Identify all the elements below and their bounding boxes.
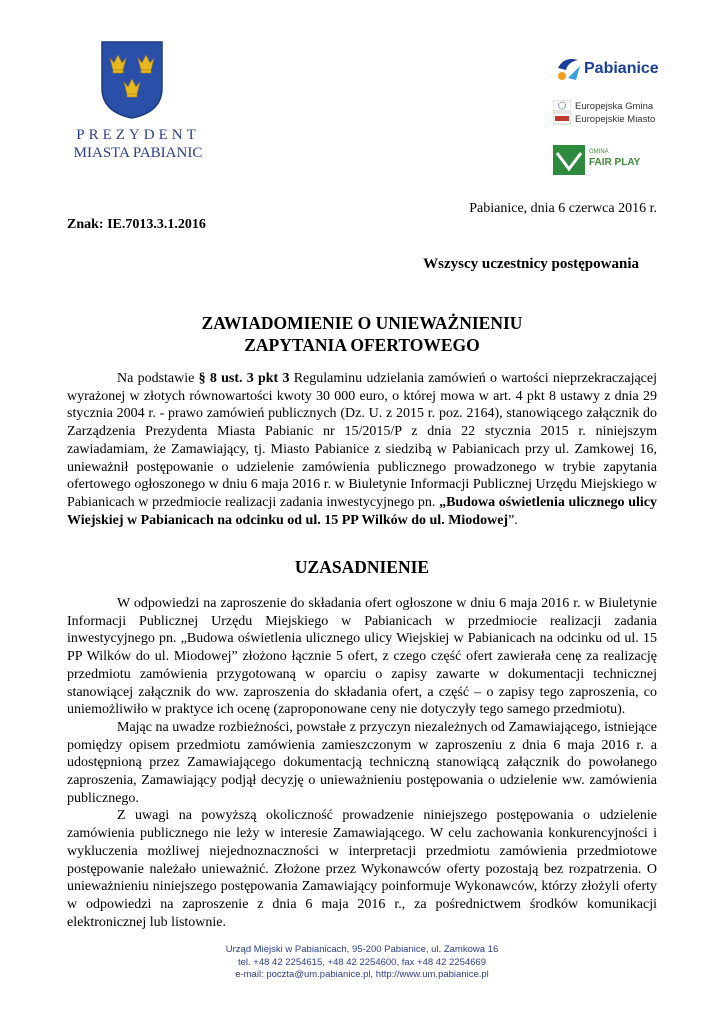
- justification-paragraph-1: W odpowiedzi na zaproszenie do składania ofert ogłoszone w dniu 6 maja 2016 r. w Biuletynie Informacji Publicznej Urzędu Miejskiego w Pabianicach w przedmiocie realizacji zadania inwestycyjnego pn. „Budowa oświetlenia ulicznego ulicy Wiejskiej w Pabianicach na odcinku od ul. 15 PP Wilków do ul. Miodowej” złożono łącznie 5 ofert, z czego część ofert zawierała cenę za realizację przedmiotu zamówienia przygotowaną w oparciu o zapisy zawarte w dokumentacji technicznej stanowiącej załącznik do ww. zaproszenia do składania ofert, a część – o zapisy tego zaproszenia, co uniemożliwiło w praktyce ich ocenę (zaproponowane ceny nie dotyczyły tego samego przedmiotu).: [67, 596, 657, 718]
- para1-body: Regulaminu udzielania zamówień o wartości nieprzekraczającej wyrażonej w złotych równowartości kwoty 30 000 euro, o której mowa w art. 4 pkt 8 ustawy z dnia 29 stycznia 2004 r. - prawo zamówień publicznych (Dz. U. z 2015 r. poz. 2164), stanowiącego załącznik do Zarządzenia Prezydenta Miasta Pabianic nr 15/2015/P z dnia 22 stycznia 2015 r. niniejszym zawiadamiam, że Zamawiający, tj. Miasto Pabianice z siedzibą w Pabianicach przy ul. Zamkowej 16, unieważnił postępowanie o udzielenie zamówienia publicznego prowadzonego w trybie zapytania ofertowego ogłoszonego w dniu 6 maja 2016 r. w Biuletynie Informacji Publicznej Urzędu Miejskiego w Pabianicach w przedmiocie realizacji zadania inwestycyjnego pn.: [67, 371, 657, 510]
- document-date: Pabianice, dnia 6 czerwca 2016 r.: [469, 201, 657, 216]
- mayor-title: PREZYDENT: [76, 127, 200, 143]
- egm-line2: Europejskie Miasto: [575, 114, 656, 125]
- justification-heading: UZASADNIENIE: [294, 557, 430, 577]
- document-title-line1: ZAWIADOMIENIE O UNIEWAŻNIENIU: [201, 313, 523, 333]
- notice-paragraph: [67, 370, 657, 529]
- justification-body: [67, 595, 657, 931]
- european-community-logo: [553, 100, 658, 128]
- city-crest-logo: [100, 40, 164, 120]
- document-title-line2: ZAPYTANIA OFERTOWEGO: [244, 335, 480, 355]
- reference-number: Znak: IE.7013.3.1.2016: [67, 217, 206, 232]
- pabianice-logo: [554, 50, 659, 86]
- city-name: MIASTA PABIANIC: [73, 145, 203, 161]
- pabianice-logo-text: Pabianice: [584, 60, 659, 77]
- footer-phone: tel. +48 42 2254615, +48 42 2254600, fax +48 42 2254669: [237, 956, 487, 968]
- para1-legal-ref: § 8 ust. 3 pkt 3: [198, 371, 290, 386]
- justification-paragraph-2: Mając na uwadze rozbieżności, powstałe z przyczyn niezależnych od Zamawiającego, istniejące pomiędzy opisem przedmiotu zamówienia zamieszczonym w zaproszeniu z dnia 6 maja 2016 r. a udostępnioną przez Zamawiającego dokumentacją techniczną stanowiącą załącznik do powołanego zaproszenia, Zamawiający podjął decyzję o unieważnieniu postępowania o udzielenie ww. zamówienia publicznego.: [67, 719, 657, 806]
- justification-paragraph-3: Z uwagi na powyższą okoliczność prowadzenie niniejszego postępowania o udzielenie zamówienia publicznego nie leży w interesie Zamawiającego. W celu zachowania konkurencyjności i wykluczenia możliwej niejednoznaczności w interpretacji przedmiotu zamówienia przedmiotowe postępowanie należało unieważnić. Złożone przez Wykonawców oferty pozostają bez rozpatrzenia. O unieważnieniu niniejszego postępowania Zamawiający poinformuje Wykonawców, którzy złożyli oferty w odpowiedzi na zaproszenie z dnia 6 maja 2016 r., za pośrednictwem środków komunikacji elektronicznej lub listownie.: [67, 808, 657, 930]
- para1-task-name: „Budowa oświetlenia ulicznego ulicy Wiejskiej w Pabianicach na odcinku od ul. 15 PP Wilków do ul. Miodowej: [67, 494, 657, 528]
- footer-contact: e-mail: poczta@um.pabianice.pl, http://www.um.pabianice.pl: [235, 969, 489, 980]
- egm-line1: Europejska Gmina: [575, 101, 654, 112]
- footer: [0, 944, 724, 982]
- fair-play-small-label: GMINA: [589, 149, 609, 155]
- para1-end: ”.: [508, 512, 518, 528]
- recipients: Wszyscy uczestnicy postępowania: [423, 256, 639, 272]
- fair-play-label: FAIR PLAY: [589, 157, 641, 168]
- fair-play-logo: [553, 145, 658, 175]
- footer-address: Urząd Miejski w Pabianicach, 95-200 Pabianice, ul. Zamkowa 16: [225, 944, 499, 955]
- para1-intro: Na podstawie: [117, 371, 199, 386]
